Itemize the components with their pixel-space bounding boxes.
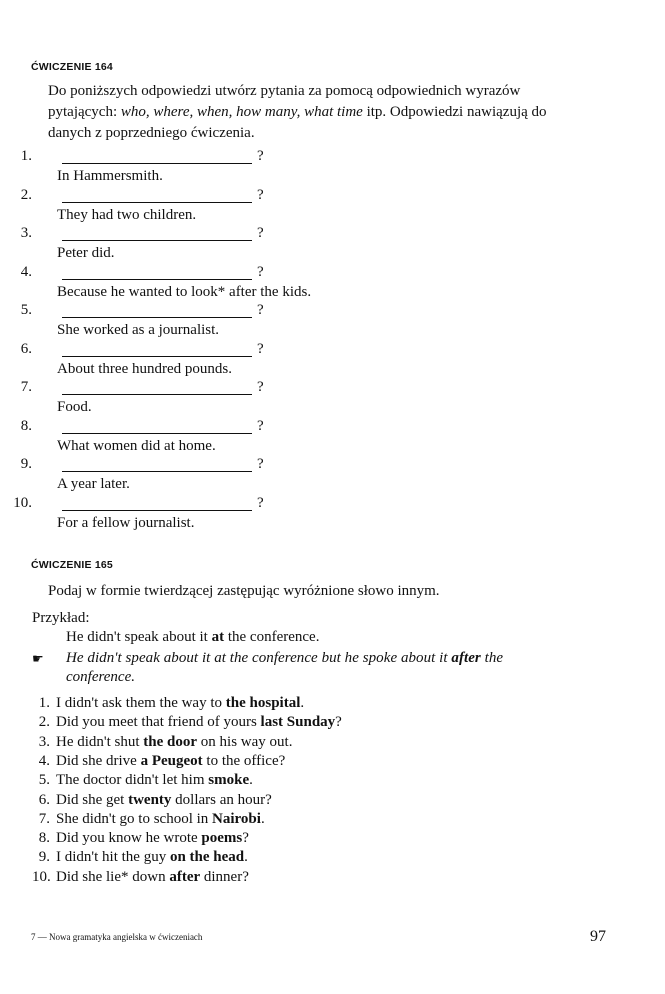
sentence-text: Did you meet that friend of yours	[56, 714, 261, 731]
sentence-text: Did she get	[56, 791, 129, 808]
item-number: 2.	[38, 714, 50, 731]
given-answer: Peter did.	[57, 245, 115, 261]
question-mark: ?	[257, 456, 264, 472]
sentence-text: The doctor didn't let him	[56, 772, 209, 789]
exercise-165-instructions: Podaj w formie twierdzącej zastępując wyróżnione słowo innym.	[48, 583, 440, 599]
sentence-item	[32, 792, 272, 809]
question-mark: ?	[257, 148, 264, 164]
question-words: who, where, when, how many, what time	[120, 104, 363, 120]
page-number: 97	[590, 928, 606, 945]
sentence-text: ?	[242, 830, 249, 847]
given-answer: In Hammersmith.	[57, 168, 163, 184]
answer-blank	[62, 342, 252, 357]
highlighted-word: smoke	[208, 772, 250, 789]
item-number: 5.	[20, 302, 32, 318]
example-answer	[66, 650, 606, 667]
instruction-text: pytających:	[48, 104, 121, 120]
item-number: 3.	[38, 733, 50, 750]
example-text: He didn't speak about it	[66, 629, 212, 645]
question-mark: ?	[257, 302, 264, 318]
instruction-line: Do poniższych odpowiedzi utwórz pytania za pomocą odpowiednich wyrazów	[48, 83, 521, 99]
item-number: 9.	[38, 849, 50, 866]
answer-blank	[62, 496, 252, 511]
highlighted-word: a Peugeot	[140, 752, 203, 769]
answer-blank	[62, 226, 252, 241]
item-number: 3.	[20, 225, 32, 241]
answer-blank	[62, 149, 252, 164]
example-answer-text: He didn't speak about it at the conference but he spoke about it	[66, 650, 452, 666]
highlighted-word: at	[211, 629, 225, 645]
footer-book-title: 7 — Nowa gramatyka angielska w ćwiczeniach	[31, 932, 203, 942]
sentence-text: He didn't shut	[56, 733, 144, 750]
item-number: 7.	[20, 379, 32, 395]
question-mark: ?	[257, 494, 264, 511]
sentence-text: Did she lie* down	[56, 868, 170, 885]
exercise-165-heading: ĆWICZENIE 165	[31, 559, 113, 571]
item-number: 6.	[20, 340, 32, 357]
replacement-word: after	[451, 650, 481, 666]
question-mark: ?	[257, 417, 264, 434]
instruction-text: itp. Odpowiedzi nawiązują do	[362, 104, 547, 120]
item-number: 4.	[38, 752, 50, 769]
highlighted-word: after	[169, 868, 201, 885]
question-mark: ?	[257, 340, 264, 357]
sentence-item	[32, 695, 304, 712]
item-number: 5.	[38, 772, 50, 789]
sentence-text: Did she drive	[56, 752, 141, 769]
sentence-item	[32, 734, 292, 751]
answer-blank	[62, 419, 252, 434]
sentence-text: Did you know he wrote	[56, 830, 202, 847]
item-number: 7.	[38, 810, 50, 827]
item-number: 9.	[20, 456, 32, 472]
answer-blank	[62, 457, 252, 472]
pointing-hand-icon: ☛	[32, 651, 44, 666]
question-mark: ?	[257, 379, 264, 395]
example-answer-text: the	[480, 650, 504, 666]
given-answer: Food.	[57, 399, 92, 415]
exercise-164-heading: ĆWICZENIE 164	[31, 61, 113, 73]
question-mark: ?	[257, 263, 264, 280]
sentence-item	[32, 714, 342, 731]
highlighted-word: the door	[143, 733, 198, 750]
item-number: 8.	[38, 830, 50, 847]
sentence-text: dollars an hour?	[171, 791, 272, 808]
item-number: 4.	[20, 263, 32, 280]
item-number: 1.	[20, 148, 32, 164]
example-answer-continuation: conference.	[66, 669, 135, 685]
sentence-text: ?	[335, 714, 342, 731]
example-text: the conference.	[224, 629, 320, 645]
sentence-text: .	[249, 772, 253, 789]
sentence-text: I didn't hit the guy	[56, 849, 170, 866]
given-answer: She worked as a journalist.	[57, 322, 220, 338]
highlighted-word: Nairobi	[212, 810, 261, 827]
item-number: 6.	[38, 791, 50, 808]
sentence-text: to the office?	[202, 752, 286, 769]
highlighted-word: twenty	[128, 791, 172, 808]
sentence-item	[32, 753, 285, 770]
sentence-item	[32, 849, 248, 866]
item-number: 8.	[20, 417, 32, 434]
question-mark: ?	[257, 225, 264, 241]
given-answer: About three hundred pounds.	[57, 360, 232, 377]
given-answer: Because he wanted to look* after the kids.	[57, 283, 312, 300]
answer-blank	[62, 265, 252, 280]
given-answer: For a fellow journalist.	[57, 514, 195, 531]
instruction-line	[48, 102, 618, 123]
given-answer: A year later.	[57, 476, 130, 492]
sentence-text: .	[260, 810, 265, 827]
sentence-text: .	[244, 849, 248, 866]
given-answer: What women did at home.	[57, 437, 216, 454]
highlighted-word: on the head	[169, 849, 245, 866]
highlighted-word: poems	[201, 830, 243, 847]
sentence-text: She didn't go to school in	[56, 810, 213, 827]
answer-blank	[62, 303, 252, 318]
example-sentence	[66, 629, 319, 646]
given-answer: They had two children.	[57, 206, 197, 223]
sentence-text: on his way out.	[197, 733, 293, 750]
sentence-text: .	[300, 695, 305, 711]
item-number: 2.	[20, 186, 32, 203]
answer-blank	[62, 188, 252, 203]
sentence-item	[32, 772, 253, 789]
instruction-line: danych z poprzedniego ćwiczenia.	[48, 125, 255, 141]
sentence-item	[32, 869, 249, 886]
item-number: 10.	[13, 494, 32, 511]
highlighted-word: the hospital	[225, 695, 301, 711]
sentence-text: I didn't ask them the way to	[56, 695, 226, 711]
sentence-item	[32, 830, 249, 847]
sentence-item	[32, 811, 265, 828]
example-label: Przykład:	[32, 610, 90, 626]
item-number: 1.	[38, 695, 50, 711]
sentence-text: dinner?	[200, 868, 249, 885]
highlighted-word: last Sunday	[260, 714, 336, 731]
item-number: 10.	[32, 868, 51, 885]
answer-blank	[62, 380, 252, 395]
exercise-164-instructions	[48, 81, 618, 144]
question-mark: ?	[257, 186, 264, 203]
